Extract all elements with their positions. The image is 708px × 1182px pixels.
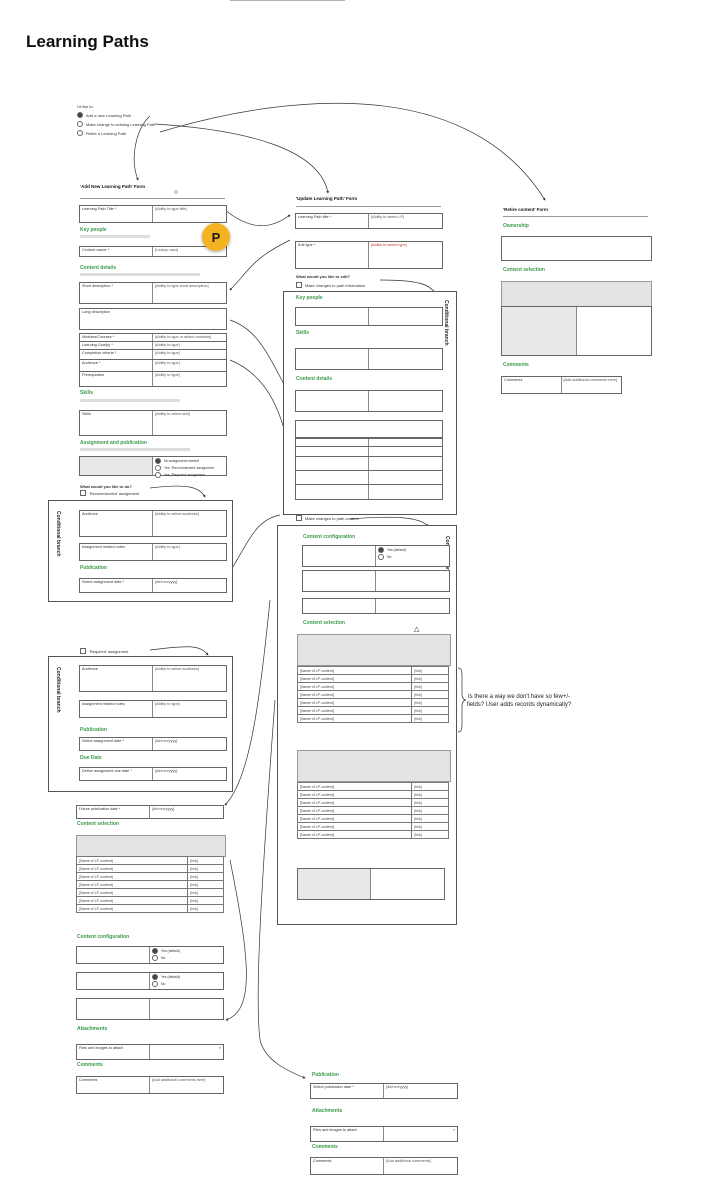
learning-goals-field[interactable]: Learning Goal(s) * [Ability to type] [79,341,227,351]
assignment-notes-field[interactable]: Assignment related notes [Ability to type] [79,543,227,561]
prerequisites-field[interactable]: Prerequisites [Ability to type] [79,371,227,387]
content-link-cell[interactable]: [link] [412,691,449,699]
update-section-content-config: Content configuration [303,534,356,540]
modules-field[interactable]: Modules/Courses * [Ability to type or attach modules] [79,333,227,343]
update-config-field-3[interactable] [302,598,450,614]
completion-criteria-field[interactable]: Completion criteria * [Ability to type] [79,349,227,361]
table-row [77,865,224,873]
content-link-cell[interactable]: [link] [412,791,449,799]
helper-text [80,273,200,276]
section-publication: Publication [80,565,107,571]
config-yes-option[interactable]: Yes (default) [152,974,221,980]
assignment-field[interactable] [79,456,227,476]
content-link-cell[interactable]: [link] [188,897,224,905]
content-name-cell: [Name of LP content] [298,691,412,699]
path-content-checkbox[interactable]: Make changes to path content [296,515,359,521]
dot-icon [174,190,178,194]
table-row [298,807,449,815]
start-prompt: I'd like to: [77,104,94,109]
content-name-cell: [Name of LP content] [298,783,412,791]
what-edit-label: What would you like to edit? [296,274,350,279]
radio-icon [77,121,83,127]
checkbox-icon [80,648,86,654]
content-name-cell: [Name of LP content] [298,815,412,823]
update-section-comments: Comments [312,1144,338,1150]
content-name-cell: [Name of LP content] [77,905,188,913]
section-due-date: Due Date [80,755,102,761]
config-field-2[interactable] [76,972,224,990]
update-owner-field[interactable] [295,307,443,326]
content-name-cell: [Name of LP content] [298,807,412,815]
content-name-cell: [Name of LP content] [298,823,412,831]
section-skills: Skills [80,390,94,396]
checkbox-icon [296,282,302,288]
checkbox-icon [296,515,302,521]
section-publication-required: Publication [80,727,107,733]
ownership-field[interactable] [501,236,652,261]
radio-icon [77,130,83,136]
config-field-3[interactable] [76,998,224,1020]
section-content-configuration: Content configuration [77,934,130,940]
required-checkbox[interactable]: 'Required' assignment [80,648,128,654]
update-lp-title-field[interactable]: Learning Path title * [Ability to select LP] [295,213,443,229]
update-section-skills: Skills [296,330,310,336]
short-description-field[interactable]: Short description * [Ability to type short description] [79,282,227,304]
section-key-people: Key people [80,227,107,233]
table-row [298,699,449,707]
retire-section-content-selection: Content selection [503,267,545,273]
content-link-cell[interactable]: [link] [188,881,224,889]
content-name-cell: [Name of LP content] [77,889,188,897]
checkbox-icon [80,490,86,496]
content-name-cell: [Name of LP content] [77,857,188,865]
content-link-cell[interactable]: [link] [188,889,224,897]
helper-text [80,235,150,238]
required-audience-field[interactable]: Audience [Ability to select audience] [79,665,227,692]
retire-content-header [501,281,652,307]
start-option-change[interactable]: Make change to existing Learning Path [77,121,155,127]
retire-section-ownership: Ownership [503,223,529,229]
attachments-field[interactable]: Files and images to attach ⌕ [76,1044,224,1060]
table-row [298,783,449,791]
recommended-checkbox[interactable]: 'Recommended' assignment [80,490,139,496]
table-row [77,897,224,905]
attach-icon: ⌕ [218,1046,221,1050]
content-link-cell[interactable]: [link] [188,865,224,873]
conditional-branch-label: Conditional branch [55,667,61,713]
divider [296,206,441,207]
config-no-option[interactable]: No [152,981,221,987]
start-option-add[interactable]: Add a new Learning Path [77,112,155,118]
radio-icon [77,112,83,118]
audience-field[interactable]: Audience * [Ability to type] [79,359,227,373]
content-name-cell: [Name of LP content] [298,715,412,723]
edit-type-field[interactable]: Edit type * [Ability to select type] [295,241,443,269]
content-owner-field[interactable]: Content owner * [Lookup user] [79,246,227,257]
content-link-cell[interactable]: [link] [188,857,224,865]
update-content-table-1 [297,666,449,723]
content-name-cell: [Name of LP content] [298,791,412,799]
start-option-retire[interactable]: Retire a Learning Path [77,130,155,136]
table-row [298,707,449,715]
reviewer-note: Is there a way we don't have so few+/-fields? User adds records dynamically? [466,694,572,708]
config-yes-option[interactable]: Yes (default) [152,948,221,954]
due-date-field[interactable]: Define assignment due date * [dd/mm/yyyy] [79,767,227,781]
future-publication-field[interactable]: Future publication date * [dd/mm/yyyy] [76,805,224,819]
update-section-content-details: Content details [296,376,333,382]
update-section-content-selection: Content selection [303,620,345,626]
section-content-selection: Content selection [77,821,119,827]
update-short-desc-field[interactable] [295,390,443,412]
table-row [298,715,449,723]
config-yes-option[interactable]: Yes (default) [378,547,447,553]
table-row [77,881,224,889]
content-name-cell: [Name of LP content] [298,799,412,807]
content-link-cell[interactable]: [link] [412,807,449,815]
update-config-field-1[interactable] [302,545,450,567]
content-link-cell[interactable]: [link] [412,699,449,707]
update-content-header-2 [297,750,451,782]
warning-icon: △ [414,626,420,633]
config-no-option[interactable]: No [152,955,221,961]
table-row [298,667,449,675]
update-config-notes-field[interactable] [297,868,445,900]
path-info-checkbox[interactable]: Make changes to path information [296,282,365,288]
divider [503,216,648,217]
update-skills-field[interactable] [295,348,443,370]
content-name-cell: [Name of LP content] [298,707,412,715]
table-row [298,831,449,839]
update-config-field-2[interactable] [302,570,450,592]
section-assignment: Assignment and publication [80,440,147,446]
content-link-cell[interactable]: [link] [412,823,449,831]
content-name-cell: [Name of LP content] [77,897,188,905]
update-form-title: 'Update Learning Path' Form [296,196,358,201]
conditional-branch-label: Conditional branch [55,511,61,557]
attach-icon: ⌕ [452,1128,455,1132]
content-name-cell: [Name of LP content] [77,865,188,873]
content-link-cell[interactable]: [link] [412,831,449,839]
skills-field[interactable]: Skills [Ability to select skill] [79,410,227,436]
required-notes-field[interactable]: Assignment related notes [Ability to type] [79,700,227,718]
long-description-field[interactable]: Long description [79,308,227,330]
update-content-header [297,634,451,666]
update-comments-field[interactable]: Comments [Add additional comments] [310,1157,458,1175]
content-name-cell: [Name of LP content] [298,675,412,683]
assignment-date-field[interactable]: Select assignment date * [dd/mm/yyyy] [79,578,227,593]
audience-select-field[interactable]: Audience [Ability to select audience] [79,510,227,537]
helper-text [80,399,180,402]
table-row [298,815,449,823]
update-section-attachments: Attachments [312,1108,343,1114]
content-link-cell[interactable]: [link] [412,675,449,683]
comments-field[interactable]: Comments [Add additional comments here] [76,1076,224,1094]
table-row [298,675,449,683]
table-row [77,905,224,913]
retire-content-field[interactable] [501,306,652,356]
table-row [77,873,224,881]
what-next-label: What would you like to do? [80,484,132,489]
content-link-cell[interactable]: [link] [412,683,449,691]
section-content-details: Content details [80,265,117,271]
content-link-cell[interactable]: [link] [412,799,449,807]
content-name-cell: [Name of LP content] [298,683,412,691]
user-avatar[interactable]: P [202,223,230,251]
table-row [77,857,224,865]
required-assignment-date-field[interactable]: Select assignment date * [dd/mm/yyyy] [79,737,227,751]
conditional-branch-label: Conditional branch [443,300,449,346]
retire-section-comments: Comments [503,362,529,368]
update-attachments-field[interactable]: Files and images to attach ⌕ [310,1126,458,1142]
content-selection-table [76,856,224,913]
lp-title-field[interactable]: Learning Path Title * [Ability to type title] [79,205,227,223]
update-section-publication: Publication [312,1072,339,1078]
start-options [77,104,155,139]
content-link-cell[interactable]: [link] [412,715,449,723]
update-field-e[interactable] [295,484,443,500]
content-name-cell: [Name of LP content] [77,873,188,881]
helper-text [80,448,190,451]
content-link-cell[interactable]: [link] [412,783,449,791]
content-selection-header [76,835,226,857]
retire-comments-field[interactable]: Comments [Add additional comments here] [501,376,622,394]
config-no-option[interactable]: No [378,554,447,560]
content-name-cell: [Name of LP content] [77,881,188,889]
retire-form-title: 'Retire content' Form [503,207,548,212]
table-row [298,691,449,699]
content-link-cell[interactable]: [link] [412,667,449,675]
content-name-cell: [Name of LP content] [298,699,412,707]
table-row [298,799,449,807]
table-row [77,889,224,897]
page-title: Learning Paths [26,32,149,51]
update-content-table-2 [297,782,449,839]
assignment-option-none[interactable]: No assignment needed [155,458,224,464]
section-comments: Comments [77,1062,103,1068]
table-row [298,823,449,831]
update-pub-field[interactable]: Select publication date * [dd/mm/yyyy] [310,1083,458,1099]
content-link-cell[interactable]: [link] [188,905,224,913]
add-form-title: 'Add New Learning Path' Form [80,184,146,189]
table-row [298,683,449,691]
content-name-cell: [Name of LP content] [298,667,412,675]
assignment-option-required[interactable]: Yes, 'Required' assignment [155,472,224,478]
content-link-cell[interactable]: [link] [412,707,449,715]
content-link-cell[interactable]: [link] [412,815,449,823]
divider [80,198,225,199]
update-long-desc-field[interactable] [295,420,443,438]
config-field-1[interactable] [76,946,224,964]
section-attachments: Attachments [77,1026,108,1032]
content-name-cell: [Name of LP content] [298,831,412,839]
update-section-key-people: Key people [296,295,323,301]
table-row [298,791,449,799]
content-link-cell[interactable]: [link] [188,873,224,881]
assignment-option-recommended[interactable]: Yes, 'Recommended' assignment [155,465,224,471]
